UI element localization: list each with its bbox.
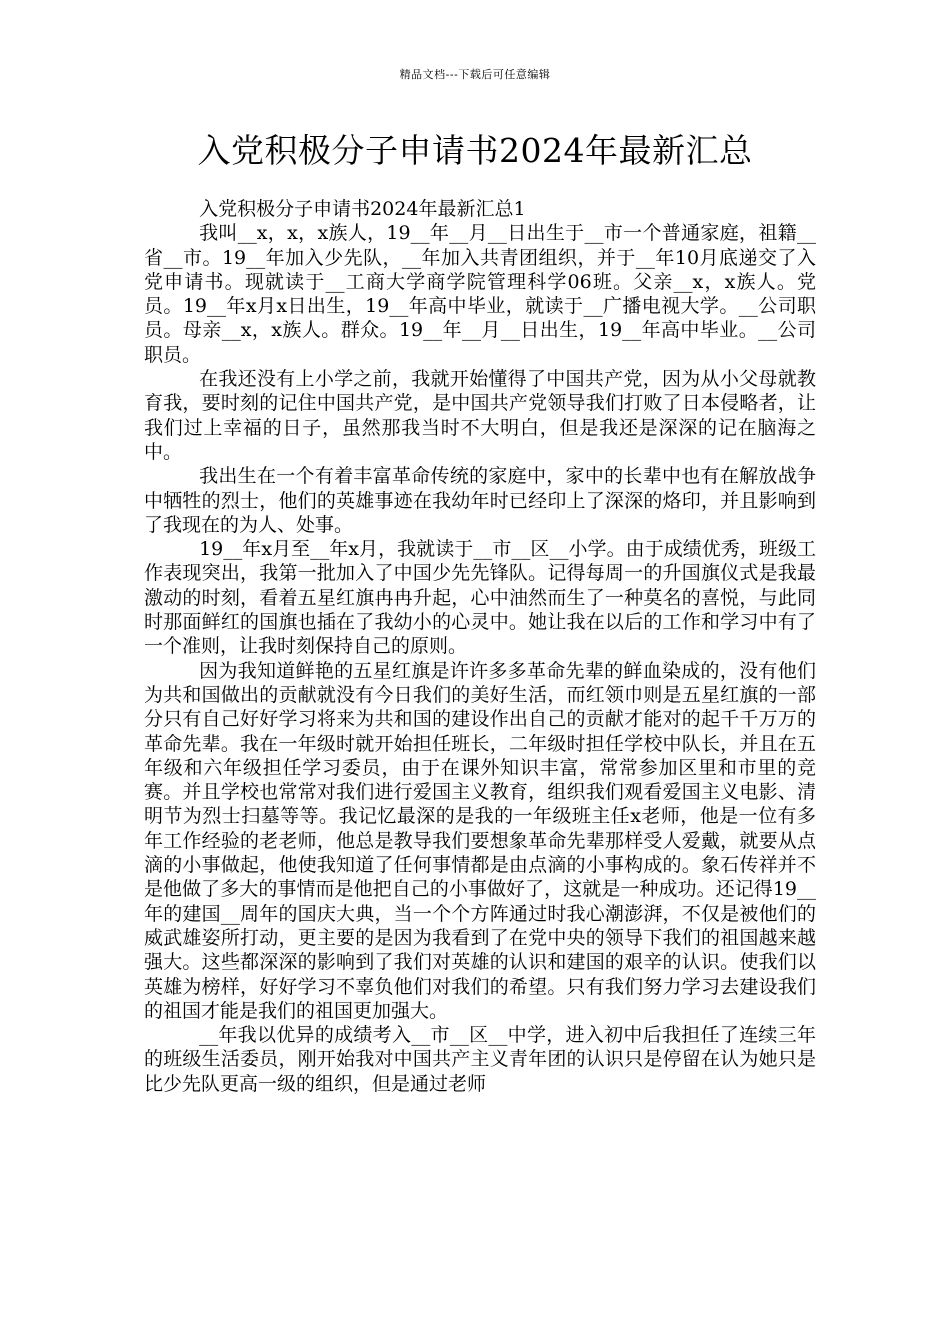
- paragraph-subtitle: 入党积极分子申请书2024年最新汇总1: [199, 198, 526, 220]
- header-note: 精品文档---下载后可任意编辑: [399, 68, 551, 81]
- paragraph: 我叫__x，x，x族人，19__年__月__日出生于__市一个普通家庭，祖籍__省__市。19__年加入少先队，__年加入共青团组织，并于__年10月底递交了入党申请书。现就读于__工商大学商学院管理科学06班。父亲__x，x族人。党员。19__年x月x日出生，19__年高中毕业，就读于__广播电视大学。__公司职员。母亲__x，x族人。群众。19__年__月__日出生，19__年高中毕业。__公司职员。: [144, 222, 816, 366]
- paragraph: 在我还没有上小学之前，我就开始懂得了中国共产党，因为从小父母就教育我，要时刻的记住中国共产党，是中国共产党领导我们打败了日本侵略者，让我们过上幸福的日子，虽然那我当时不大明白，但是我还是深深的记在脑海之中。: [144, 368, 816, 463]
- document-body: [144, 197, 816, 1096]
- paragraph: __年我以优异的成绩考入__市__区__中学，进入初中后我担任了连续三年的班级生活委员，刚开始我对中国共产主义青年团的认识只是停留在认为她只是比少先队更高一级的组织，但是通过老师: [144, 1024, 816, 1095]
- paragraph: 因为我知道鲜艳的五星红旗是许许多多革命先辈的鲜血染成的，没有他们为共和国做出的贡献就没有今日我们的美好生活，而红领巾则是五星红旗的一部分只有自己好好学习将来为共和国的建设作出自己的贡献才能对的起千千万万的革命先辈。我在一年级时就开始担任班长，二年级时担任学校中队长，并且在五年级和六年级担任学习委员，由于在课外知识丰富，常常参加区里和市里的竞赛。并且学校也常常对我们进行爱国主义教育，组织我们观看爱国主义电影、清明节为烈士扫墓等等。我记忆最深的是我的一年级班主任x老师，他是一位有多年工作经验的老老师，他总是教导我们要想象革命先辈那样受人爱戴，就要从点滴的小事做起，他使我知道了任何事情都是由点滴的小事构成的。象石传祥并不是他做了多大的事情而是他把自己的小事做好了，这就是一种成功。还记得19__年的建国__周年的国庆大典，当一个个方阵通过时我心潮澎湃，不仅是被他们的威武雄姿所打动，更主要的是因为我看到了在党中央的领导下我们的祖国越来越强大。这些都深深的影响到了我们对英雄的认识和建国的艰辛的认识。使我们以英雄为榜样，好好学习不辜负他们对我们的希望。只有我们努力学习去建设我们的祖国才能是我们的祖国更加强大。: [144, 659, 816, 1022]
- paragraph: 19__年x月至__年x月，我就读于__市__区__小学。由于成绩优秀，班级工作表现突出，我第一批加入了中国少先先锋队。记得每周一的升国旗仪式是我最激动的时刻，看着五星红旗冉冉升起，心中油然而生了一种莫名的喜悦，与此同时那面鲜红的国旗也插在了我幼小的心灵中。她让我在以后的工作和学习中有了一个准则，让我时刻保持自己的原则。: [144, 538, 816, 658]
- paragraph: 我出生在一个有着丰富革命传统的家庭中，家中的长辈中也有在解放战争中牺牲的烈士，他们的英雄事迹在我幼年时已经印上了深深的烙印，并且影响到了我现在的为人、处事。: [144, 465, 816, 536]
- document-title: 入党积极分子申请书2024年最新汇总: [197, 131, 753, 170]
